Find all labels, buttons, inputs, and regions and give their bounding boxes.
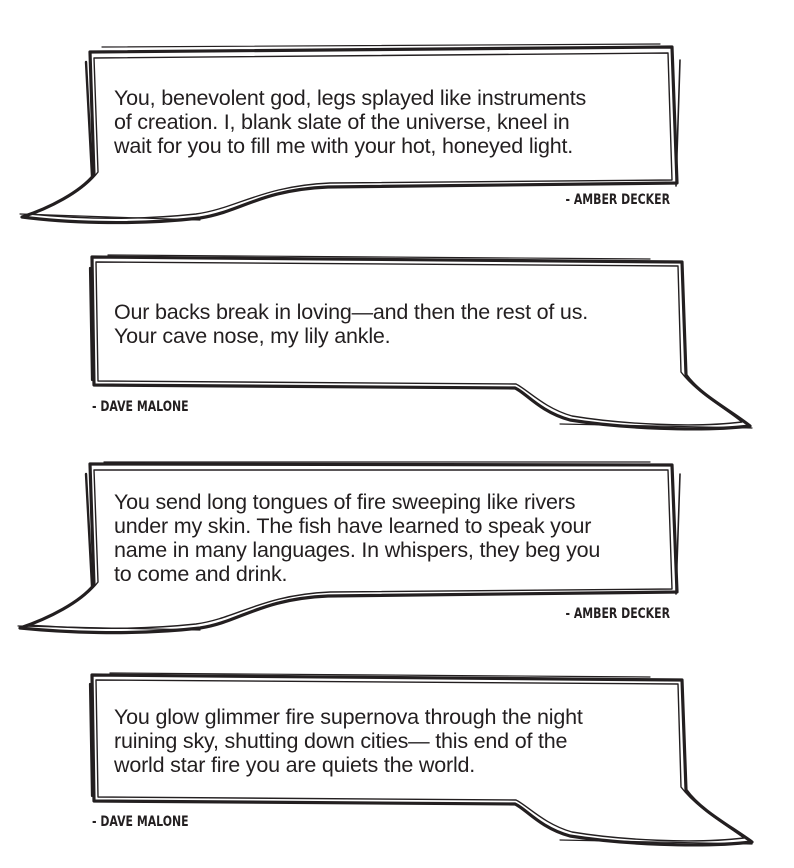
quote-2-text: Our backs break in loving—and then the rest of us. Your cave nose, my lily ankle. bbox=[114, 300, 589, 348]
quote-1-author: - AMBER DECKER bbox=[565, 192, 670, 208]
quote-4-text: You glow glimmer fire supernova through the night ruining sky, shutting down cities— this end of the world star fire you are quiets the world. bbox=[114, 705, 583, 777]
quote-3-text: You send long tongues of fire sweeping like rivers under my skin. The fish have learned to speak your name in many languages. In whispers, they beg you to come and drink. bbox=[114, 490, 601, 586]
quote-1-text: You, benevolent god, legs splayed like instruments of creation. I, blank slate of the universe, kneel in wait for you to fill me with your hot, honeyed light. bbox=[114, 86, 587, 158]
quote-4-author: - DAVE MALONE bbox=[92, 814, 189, 830]
quote-3-author: - AMBER DECKER bbox=[565, 606, 670, 622]
quote-2-author: - DAVE MALONE bbox=[92, 399, 189, 415]
